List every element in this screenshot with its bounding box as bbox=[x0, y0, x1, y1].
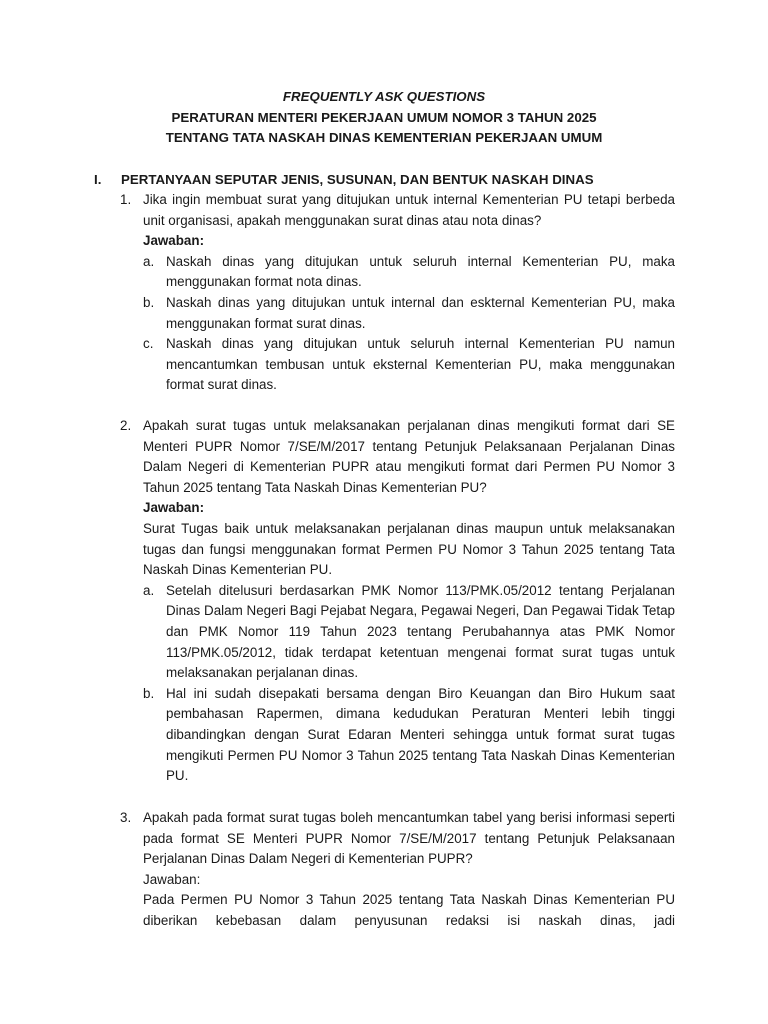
question-text: Apakah pada format surat tugas boleh mencantumkan tabel yang berisi informasi seperti pada format SE Menteri PUPR Nomor 7/SE/M/2017 tentang Petunjuk Pelaksanaan Perjalanan Dinas Dalam Negeri di Kementerian PUPR? bbox=[143, 810, 675, 867]
section-number: I. bbox=[94, 172, 102, 187]
answer-item-b bbox=[143, 293, 675, 334]
faq-item-3 bbox=[120, 808, 675, 932]
answer-label: Jawaban: bbox=[143, 871, 201, 887]
answer-item-a bbox=[143, 252, 675, 293]
item-label: a. bbox=[143, 253, 155, 269]
answer-text: Pada Permen PU Nomor 3 Tahun 2025 tentang Tata Naskah Dinas Kementerian PU diberikan kebebasan dalam penyusunan redaksi isi naskah dinas, jadi bbox=[143, 892, 675, 928]
item-text: Naskah dinas yang ditujukan untuk seluruh internal Kementerian PU namun mencantumkan tembusan untuk eksternal Kementerian PU, maka menggunakan format surat dinas. bbox=[166, 336, 675, 393]
answer-item-b bbox=[143, 684, 675, 787]
answer-label: Jawaban: bbox=[143, 500, 205, 516]
answer-label: Jawaban: bbox=[143, 233, 205, 249]
item-label: c. bbox=[143, 336, 154, 352]
question-number: 1. bbox=[120, 192, 132, 207]
section-title: PERTANYAAN SEPUTAR JENIS, SUSUNAN, DAN BENTUK NASKAH DINAS bbox=[121, 172, 594, 187]
item-text: Naskah dinas yang ditujukan untuk internal dan eskternal Kementerian PU, maka menggunakan format surat dinas. bbox=[166, 294, 675, 331]
answer-text: Surat Tugas baik untuk melaksanakan perjalanan dinas maupun untuk melaksanakan tugas dan fungsi menggunakan format Permen PU Nomor 3 Tahun 2025 tentang Tata Naskah Dinas Kementerian PU. bbox=[143, 520, 675, 578]
question-number: 3. bbox=[120, 810, 132, 825]
answer-item-a bbox=[143, 581, 675, 684]
item-text: Setelah ditelusuri berdasarkan PMK Nomor 113/PMK.05/2012 tentang Perjalanan Dinas Dalam Negeri Bagi Pejabat Negara, Pegawai Negeri, Dan Pegawai Tidak Tetap dan PMK Nomor 119 Tahun 2023 tentang Perubahannya atas PMK Nomor 113/PMK.05/2012, tidak terdapat ketentuan mengenai format surat tugas untuk melaksanakan perjalanan dinas. bbox=[166, 582, 675, 681]
question-text: Apakah surat tugas untuk melaksanakan perjalanan dinas mengikuti format dari SE Menteri PUPR Nomor 7/SE/M/2017 tentang Petunjuk Pelaksanaan Perjalanan Dinas Dalam Negeri di Kementerian PUPR atau mengikuti format dari Permen PU Nomor 3 Tahun 2025 tentang Tata Naskah Dinas Kementerian PU? bbox=[143, 418, 675, 495]
answer-item-c bbox=[143, 334, 675, 396]
faq-item-2 bbox=[120, 416, 675, 787]
question-text: Jika ingin membuat surat yang ditujukan untuk internal Kementerian PU tetapi berbeda unit organisasi, apakah menggunakan surat dinas atau nota dinas? bbox=[143, 192, 675, 228]
item-text: Hal ini sudah disepakati bersama dengan Biro Keuangan dan Biro Hukum saat pembahasan Rapermen, dimana kedudukan Peraturan Menteri lebih tinggi dibandingkan dengan Surat Edaran Menteri sehingga untuk format surat tugas mengikuti Permen PU Nomor 3 Tahun 2025 tentang Tata Naskah Dinas Kementerian PU. bbox=[166, 685, 675, 784]
faq-item-1 bbox=[120, 190, 675, 396]
item-label: a. bbox=[143, 582, 155, 598]
regulation-subtitle: TENTANG TATA NASKAH DINAS KEMENTERIAN PEKERJAAN UMUM bbox=[165, 130, 603, 145]
faq-title: FREQUENTLY ASK QUESTIONS bbox=[282, 89, 486, 104]
regulation-title: PERATURAN MENTERI PEKERJAAN UMUM NOMOR 3 TAHUN 2025 bbox=[171, 109, 597, 125]
item-label: b. bbox=[143, 294, 155, 310]
item-text: Naskah dinas yang ditujukan untuk seluruh internal Kementerian PU, maka menggunakan format nota dinas. bbox=[166, 253, 675, 290]
question-number: 2. bbox=[120, 418, 132, 433]
document-header bbox=[0, 87, 768, 149]
item-label: b. bbox=[143, 685, 155, 701]
